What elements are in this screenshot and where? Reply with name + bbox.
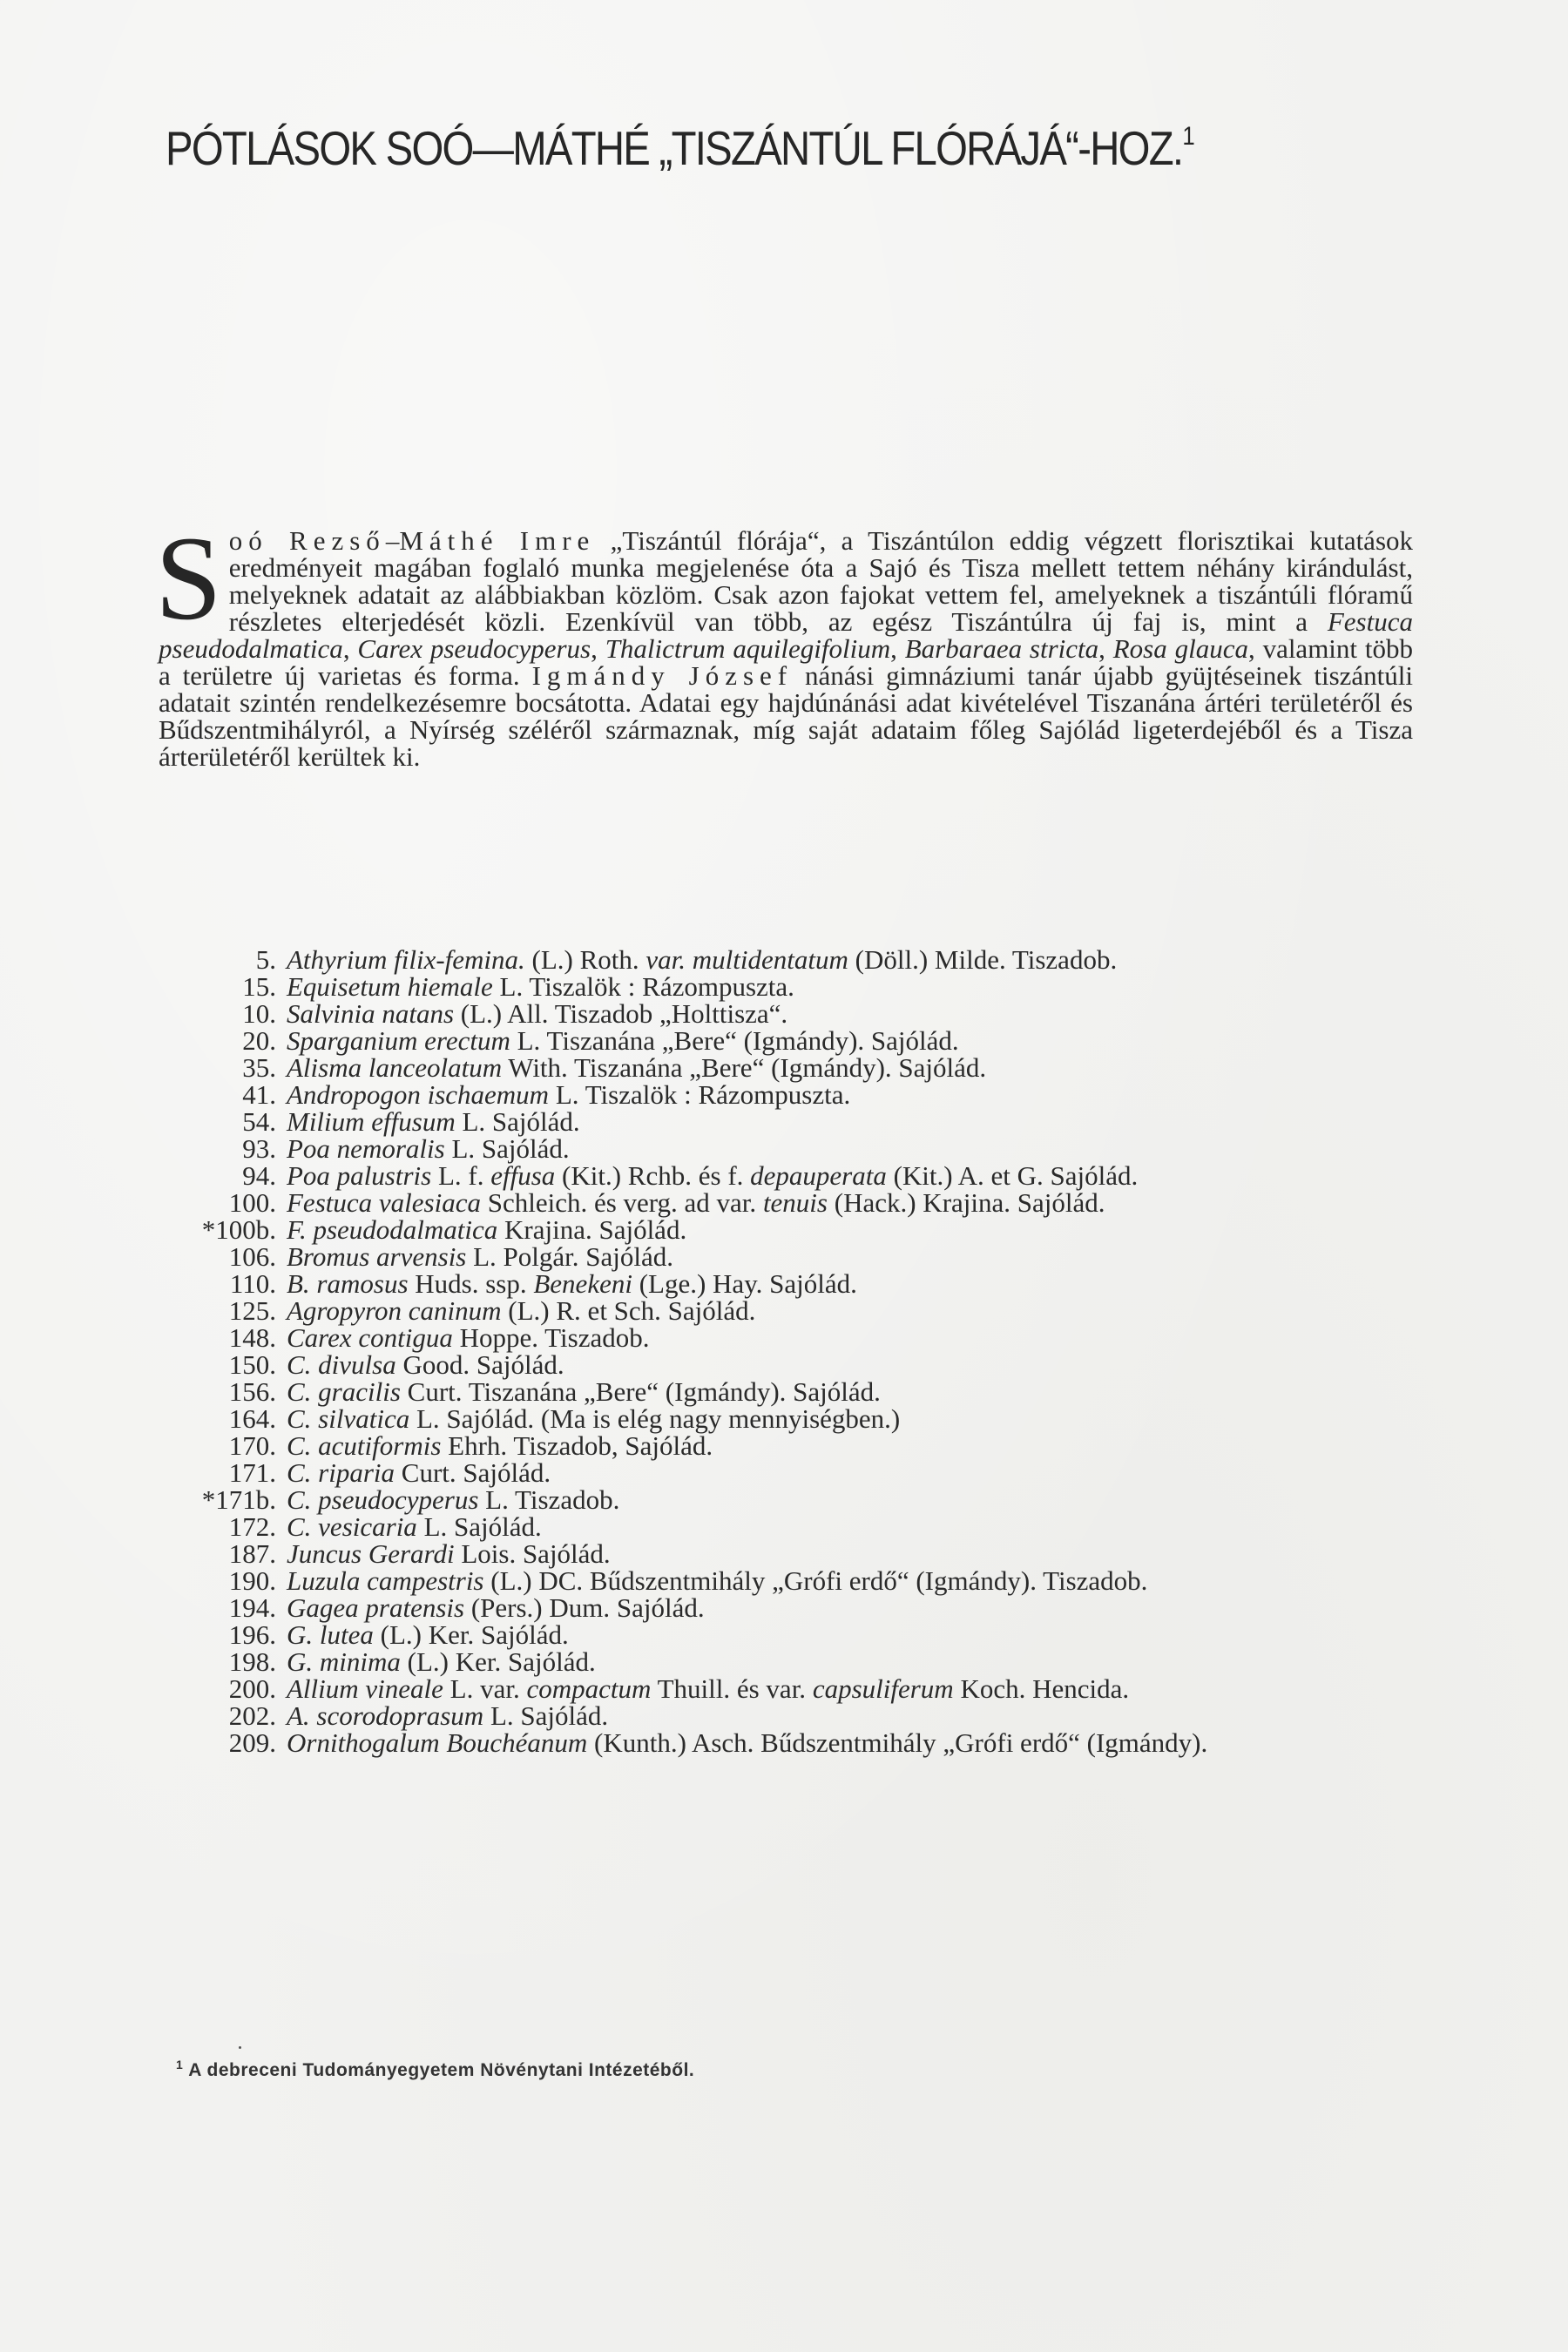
species-description (287, 1297, 1413, 1324)
species-name: G. lutea (287, 1619, 374, 1650)
species-note: Good. Sajólád. (395, 1349, 564, 1380)
species-name: Allium vineale (287, 1673, 443, 1704)
species-note: Curt. Tiszanána „Bere“ (Igmándy). Sajólád. (400, 1376, 881, 1407)
species-name: Agropyron caninum (287, 1295, 502, 1326)
species-name: Alisma lanceolatum (287, 1052, 503, 1083)
species-entry (159, 1378, 1413, 1405)
species-name: Juncus Gerardi (287, 1538, 455, 1569)
drop-cap: S (155, 511, 222, 645)
ink-speck (239, 2046, 241, 2049)
author-mathe: Máthé Imre (399, 525, 596, 556)
species-note: Krajina. Sajólád. (497, 1214, 687, 1245)
species-name: Benekeni (533, 1268, 632, 1299)
species-description (287, 1540, 1413, 1567)
intro-body: „Tiszántúl flórája“, a Tiszántúlon eddig végzett florisztikai kutatások eredményeit magában foglaló munka megjelenése óta a Sajó és Tisza mellett tettem néhány kirándulást, melyeknek adatait az alábbiakban közlöm. Csak azon fajokat vettem fel, amelyeknek a tiszántúli flóramű részletes elterjedését közli. Ezenkívül van több, az egész Tiszántúlra új faj is, mint a (228, 525, 1414, 637)
species-name: Equisetum hiemale (287, 971, 493, 1002)
species-description (287, 1675, 1413, 1702)
species-name: C. gracilis (287, 1376, 401, 1407)
species-description (287, 1594, 1413, 1621)
separator: , (342, 633, 358, 664)
species-number: 54. (242, 1106, 276, 1137)
species-description (287, 1351, 1413, 1378)
species-note: (L.) All. Tiszadob „Holttisza“. (454, 998, 788, 1029)
species-description (287, 1189, 1413, 1216)
species-note: (Kit.) Rchb. és f. (555, 1160, 751, 1191)
species-description (287, 1135, 1413, 1162)
species-number: 15. (242, 971, 276, 1002)
species-entry (159, 1162, 1413, 1189)
species-number: 41. (242, 1079, 276, 1110)
species-note: Curt. Sajólád. (395, 1457, 551, 1488)
species-note: Thuill. és var. (651, 1673, 813, 1704)
species-number: 202. (228, 1700, 276, 1731)
species-note: L. Sajólád. (Ma is elég nagy mennyiségben.) (409, 1403, 901, 1434)
separator: , (890, 633, 905, 664)
species-number: *171b. (201, 1484, 276, 1515)
species-note: L. Tiszanána „Bere“ (Igmándy). Sajólád. (510, 1025, 959, 1056)
species-entry (159, 1594, 1413, 1621)
species-description (287, 973, 1413, 1000)
species-entry (159, 1513, 1413, 1540)
species-name: Poa nemoralis (287, 1133, 445, 1164)
species-note: (L.) Ker. Sajólád. (373, 1619, 569, 1650)
footnote (176, 2058, 1221, 2081)
species-entry (159, 1729, 1413, 1756)
species-name: compactum (526, 1673, 652, 1704)
species-description (287, 1513, 1413, 1540)
species-note: Huds. ssp. (408, 1268, 534, 1299)
species-name: C. vesicaria (287, 1511, 417, 1542)
species-number: 196. (228, 1619, 276, 1650)
species-entry (159, 1702, 1413, 1729)
species-entry (159, 1027, 1413, 1054)
species-description (287, 1486, 1413, 1513)
species-entry (159, 1000, 1413, 1027)
species-note: (Döll.) Milde. Tiszadob. (848, 944, 1118, 975)
species-name: A. scorodoprasum (287, 1700, 484, 1731)
species-note: With. Tiszanána „Bere“ (Igmándy). Sajólád. (502, 1052, 987, 1083)
intro-text (159, 527, 1413, 770)
species-entry (159, 1135, 1413, 1162)
species-name: effusa (490, 1160, 556, 1191)
separator: , (591, 633, 605, 664)
footnote-marker: 1 (176, 2058, 184, 2072)
species-entry (159, 1432, 1413, 1459)
species-number: 172. (228, 1511, 276, 1542)
species-name: Luzula campestris (287, 1565, 484, 1596)
species-description (287, 1000, 1413, 1027)
species-number: 209. (228, 1727, 276, 1758)
species-note: (L.) R. et Sch. Sajólád. (501, 1295, 756, 1326)
species-note: (Kunth.) Asch. Bűdszentmihály „Grófi erdő“ (Igmándy). (587, 1727, 1208, 1758)
species-list (159, 946, 1413, 1756)
species-note: L. Tiszadob. (478, 1484, 620, 1515)
species-description (287, 1405, 1413, 1432)
new-species-2: Carex pseudocyperus (357, 633, 591, 664)
species-number: 93. (242, 1133, 276, 1164)
person-igmandy: Igmándy József (531, 660, 794, 691)
species-entry (159, 1540, 1413, 1567)
species-entry (159, 1270, 1413, 1297)
species-entry (159, 1297, 1413, 1324)
species-description (287, 1729, 1413, 1756)
species-entry (159, 1621, 1413, 1648)
species-description (287, 1270, 1413, 1297)
species-number: 156. (228, 1376, 276, 1407)
species-description (287, 1432, 1413, 1459)
species-entry (159, 946, 1413, 973)
species-entry (159, 1324, 1413, 1351)
species-name: C. divulsa (287, 1349, 396, 1380)
species-name: Sparganium erectum (287, 1025, 510, 1056)
species-name: var. multidentatum (645, 944, 848, 975)
species-number: 198. (228, 1646, 276, 1677)
species-description (287, 1027, 1413, 1054)
species-entry (159, 1351, 1413, 1378)
species-name: B. ramosus (287, 1268, 409, 1299)
author-dash: – (385, 525, 400, 556)
species-note: (L.) DC. Bűdszentmihály „Grófi erdő“ (Igmándy). Tiszadob. (483, 1565, 1148, 1596)
species-note: Schleich. és verg. ad var. (480, 1187, 763, 1218)
species-entry (159, 1405, 1413, 1432)
species-entry (159, 1054, 1413, 1081)
species-entry (159, 1648, 1413, 1675)
species-entry (159, 1243, 1413, 1270)
species-note: Lois. Sajólád. (454, 1538, 611, 1569)
species-description (287, 1459, 1413, 1486)
species-name: G. minima (287, 1646, 401, 1677)
species-number: 5. (255, 944, 276, 975)
species-name: Milium effusum (287, 1106, 456, 1137)
species-number: 110. (229, 1268, 276, 1299)
species-description (287, 1081, 1413, 1108)
intro-after-species: , valamint több a területre új varietas és forma. (159, 633, 1413, 691)
species-description (287, 1567, 1413, 1594)
species-note: L. Sajólád. (455, 1106, 580, 1137)
species-entry (159, 1081, 1413, 1108)
species-note: L. Sajólád. (483, 1700, 609, 1731)
species-description (287, 1216, 1413, 1243)
new-species-1: Festuca pseudodalmatica (159, 606, 1413, 664)
new-species-3: Thalictrum aquilegifolium (605, 633, 891, 664)
species-description (287, 1243, 1413, 1270)
species-name: Andropogon ischaemum (287, 1079, 550, 1110)
species-note: (L.) Roth. (524, 944, 646, 975)
species-number: 164. (228, 1403, 276, 1434)
species-note: L. Tiszalök : Rázompuszta. (492, 971, 794, 1002)
title-text: PÓTLÁSOK SOÓ—MÁTHÉ „TISZÁNTÚL FLÓRÁJÁ“-HOZ. (166, 121, 1183, 175)
intro-closing: nánási gimnáziumi tanár újabb gyüjtéseinek tiszántúli adatait szintén rendelkezésemre bocsátotta. Adatai egy hajdúnánási adat kivételével Tiszanána ártéri területéről és Bűdszentmihályról, a Nyírség széléről származnak, míg saját adataim főleg Sajólád ligeterdejéből és a Tisza árterületéről kerültek ki. (159, 660, 1414, 772)
species-name: Carex contigua (287, 1322, 453, 1353)
species-name: depauperata (750, 1160, 887, 1191)
species-number: 170. (228, 1430, 276, 1461)
species-name: Gagea pratensis (287, 1592, 465, 1623)
species-name: C. pseudocyperus (287, 1484, 479, 1515)
new-species-4: Barbaraea stricta (904, 633, 1099, 664)
species-name: Ornithogalum Bouchéanum (287, 1727, 588, 1758)
species-entry (159, 1216, 1413, 1243)
species-number: 190. (228, 1565, 276, 1596)
species-number: 150. (228, 1349, 276, 1380)
species-number: *100b. (201, 1214, 276, 1245)
species-description (287, 1108, 1413, 1135)
species-number: 200. (228, 1673, 276, 1704)
species-name: C. acutiformis (287, 1430, 442, 1461)
species-name: Festuca valesiaca (287, 1187, 481, 1218)
species-note: L. Tiszalök : Rázompuszta. (549, 1079, 851, 1110)
species-number: 171. (228, 1457, 276, 1488)
species-name: tenuis (762, 1187, 828, 1218)
species-entry (159, 1567, 1413, 1594)
species-note: (Lge.) Hay. Sajólád. (632, 1268, 857, 1299)
species-number: 94. (242, 1160, 276, 1191)
separator: , (1098, 633, 1113, 664)
title-footnote-marker: 1 (1182, 121, 1193, 151)
species-number: 20. (242, 1025, 276, 1056)
species-note: L. var. (443, 1673, 527, 1704)
species-number: 125. (228, 1295, 276, 1326)
species-number: 10. (242, 998, 276, 1029)
species-note: (Kit.) A. et G. Sajólád. (886, 1160, 1139, 1191)
species-name: Poa palustris (287, 1160, 432, 1191)
species-number: 106. (228, 1241, 276, 1272)
species-note: Hoppe. Tiszadob. (452, 1322, 650, 1353)
page-title (166, 120, 1244, 176)
species-name: Athyrium filix-femina. (287, 944, 525, 975)
species-number: 194. (228, 1592, 276, 1623)
species-note: (L.) Ker. Sajólád. (400, 1646, 596, 1677)
species-number: 100. (228, 1187, 276, 1218)
species-note: L. Polgár. Sajólád. (466, 1241, 674, 1272)
species-entry (159, 1459, 1413, 1486)
species-note: L. Sajólád. (416, 1511, 542, 1542)
species-number: 187. (228, 1538, 276, 1569)
species-description (287, 1648, 1413, 1675)
species-name: F. pseudodalmatica (287, 1214, 498, 1245)
species-name: Salvinia natans (287, 998, 455, 1029)
species-description (287, 946, 1413, 973)
new-species-5: Rosa glauca (1112, 633, 1248, 664)
species-note: Ehrh. Tiszadob, Sajólád. (441, 1430, 713, 1461)
species-description (287, 1324, 1413, 1351)
species-description (287, 1621, 1413, 1648)
species-number: 35. (242, 1052, 276, 1083)
species-name: Bromus arvensis (287, 1241, 467, 1272)
author-soo: oó Rezső (228, 525, 386, 556)
species-note: (Pers.) Dum. Sajólád. (464, 1592, 705, 1623)
species-note: Koch. Hencida. (953, 1673, 1130, 1704)
species-description (287, 1054, 1413, 1081)
species-number: 148. (228, 1322, 276, 1353)
intro-paragraph (155, 511, 1414, 772)
species-name: C. riparia (287, 1457, 395, 1488)
species-entry (159, 1189, 1413, 1216)
species-description (287, 1162, 1413, 1189)
species-entry (159, 1108, 1413, 1135)
species-description (287, 1378, 1413, 1405)
species-note: (Hack.) Krajina. Sajólád. (828, 1187, 1105, 1218)
footnote-text: A debreceni Tudományegyetem Növénytani Intézetéből. (188, 2060, 695, 2080)
species-entry (159, 973, 1413, 1000)
species-entry (159, 1675, 1413, 1702)
species-name: C. silvatica (287, 1403, 410, 1434)
species-note: L. Sajólád. (444, 1133, 570, 1164)
species-description (287, 1702, 1413, 1729)
species-name: capsuliferum (812, 1673, 954, 1704)
species-note: L. f. (431, 1160, 491, 1191)
species-entry (159, 1486, 1413, 1513)
